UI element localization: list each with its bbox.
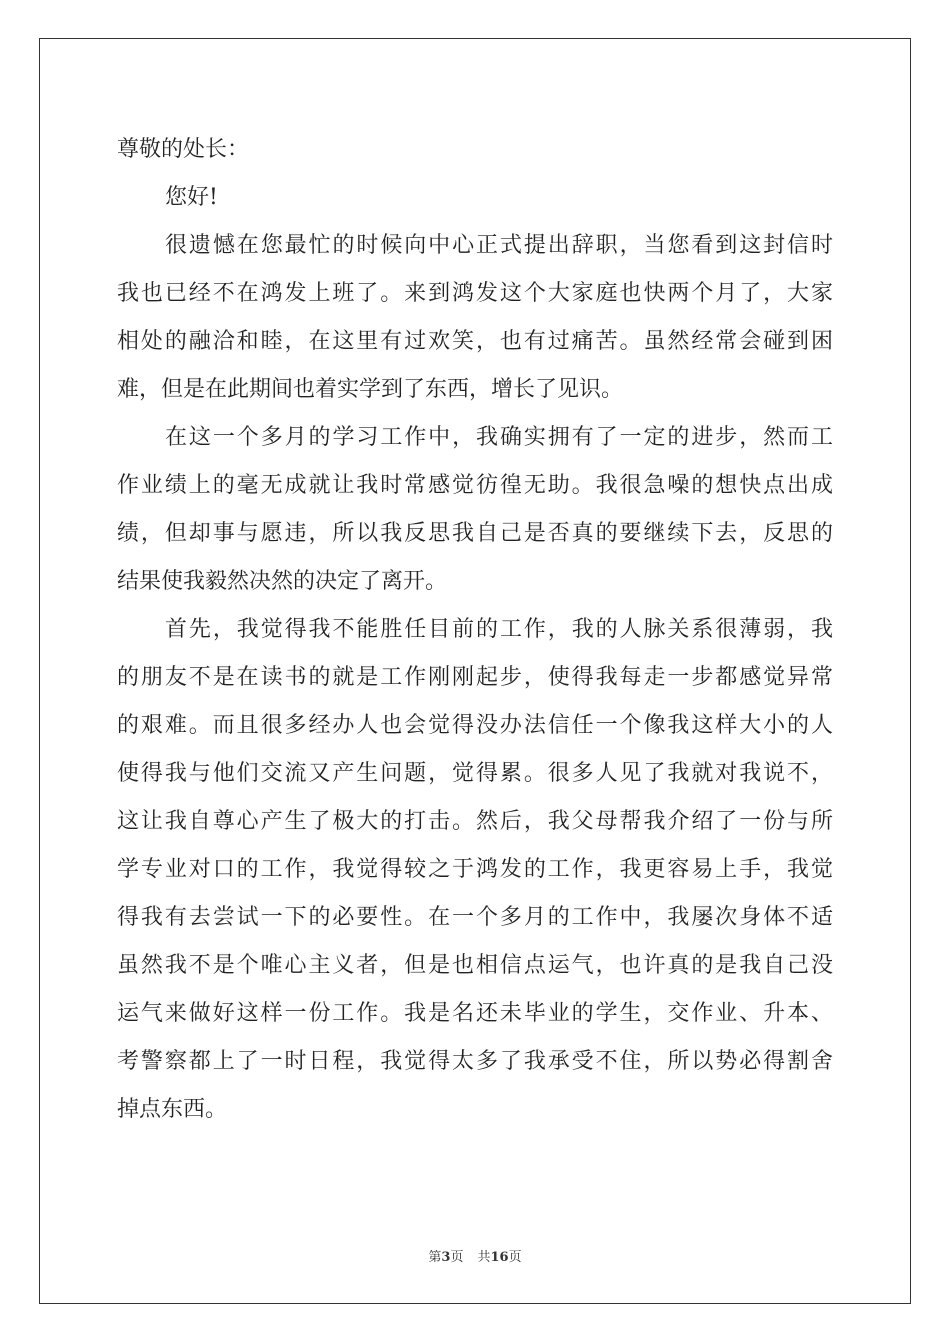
total-prefix: 共 <box>477 1250 491 1265</box>
paragraph-line: 首先，我觉得我不能胜任目前的工作，我的人脉关系很薄弱，我 <box>165 617 833 642</box>
paragraph-line: 难，但是在此期间也着实学到了东西，增长了见识。 <box>117 377 624 402</box>
paragraph-line: 使得我与他们交流又产生问题，觉得累。很多人见了我就对我说不， <box>117 761 833 786</box>
paragraph-line: 作业绩上的毫无成就让我时常感觉彷徨无助。我很急噪的想快点出成 <box>117 473 833 498</box>
paragraph-line: 得我有去尝试一下的必要性。在一个多月的工作中，我屡次身体不适 <box>117 905 833 930</box>
salutation: 尊敬的处长： <box>117 137 250 162</box>
paragraph-line: 虽然我不是个唯心主义者，但是也相信点运气，也许真的是我自己没 <box>117 953 833 978</box>
paragraph-line: 结果使我毅然决然的决定了离开。 <box>117 569 448 594</box>
paragraph-line: 很遗憾在您最忙的时候向中心正式提出辞职，当您看到这封信时 <box>165 233 833 258</box>
page-suffix: 页 <box>450 1250 464 1265</box>
paragraph-line: 考警察都上了一时日程，我觉得太多了我承受不住，所以势必得割舍 <box>117 1049 833 1074</box>
paragraph-line: 的朋友不是在读书的就是工作刚刚起步，使得我每走一步都感觉异常 <box>117 665 833 690</box>
page-footer <box>0 1246 950 1265</box>
paragraph-line: 绩，但却事与愿违，所以我反思我自己是否真的要继续下去，反思的 <box>117 521 833 546</box>
letter-body <box>117 126 833 1134</box>
greeting: 您好! <box>165 185 218 210</box>
paragraph-line: 掉点东西。 <box>117 1097 228 1122</box>
paragraph-line: 运气来做好这样一份工作。我是名还未毕业的学生，交作业、升本、 <box>117 1001 833 1026</box>
paragraph-line: 相处的融洽和睦，在这里有过欢笑，也有过痛苦。虽然经常会碰到困 <box>117 329 833 354</box>
paragraph-line: 的艰难。而且很多经办人也会觉得没办法信任一个像我这样大小的人 <box>117 713 833 738</box>
total-suffix: 页 <box>508 1250 522 1265</box>
paragraph-line: 学专业对口的工作，我觉得较之于鸿发的工作，我更容易上手，我觉 <box>117 857 833 882</box>
paragraph-line: 我也已经不在鸿发上班了。来到鸿发这个大家庭也快两个月了，大家 <box>117 281 833 306</box>
paragraph-line: 这让我自尊心产生了极大的打击。然后，我父母帮我介绍了一份与所 <box>117 809 833 834</box>
total-page-number: 16 <box>490 1250 509 1265</box>
current-page-number: 3 <box>441 1250 451 1265</box>
page-prefix: 第 <box>428 1250 442 1265</box>
paragraph-line: 在这一个多月的学习工作中，我确实拥有了一定的进步，然而工 <box>165 425 833 450</box>
